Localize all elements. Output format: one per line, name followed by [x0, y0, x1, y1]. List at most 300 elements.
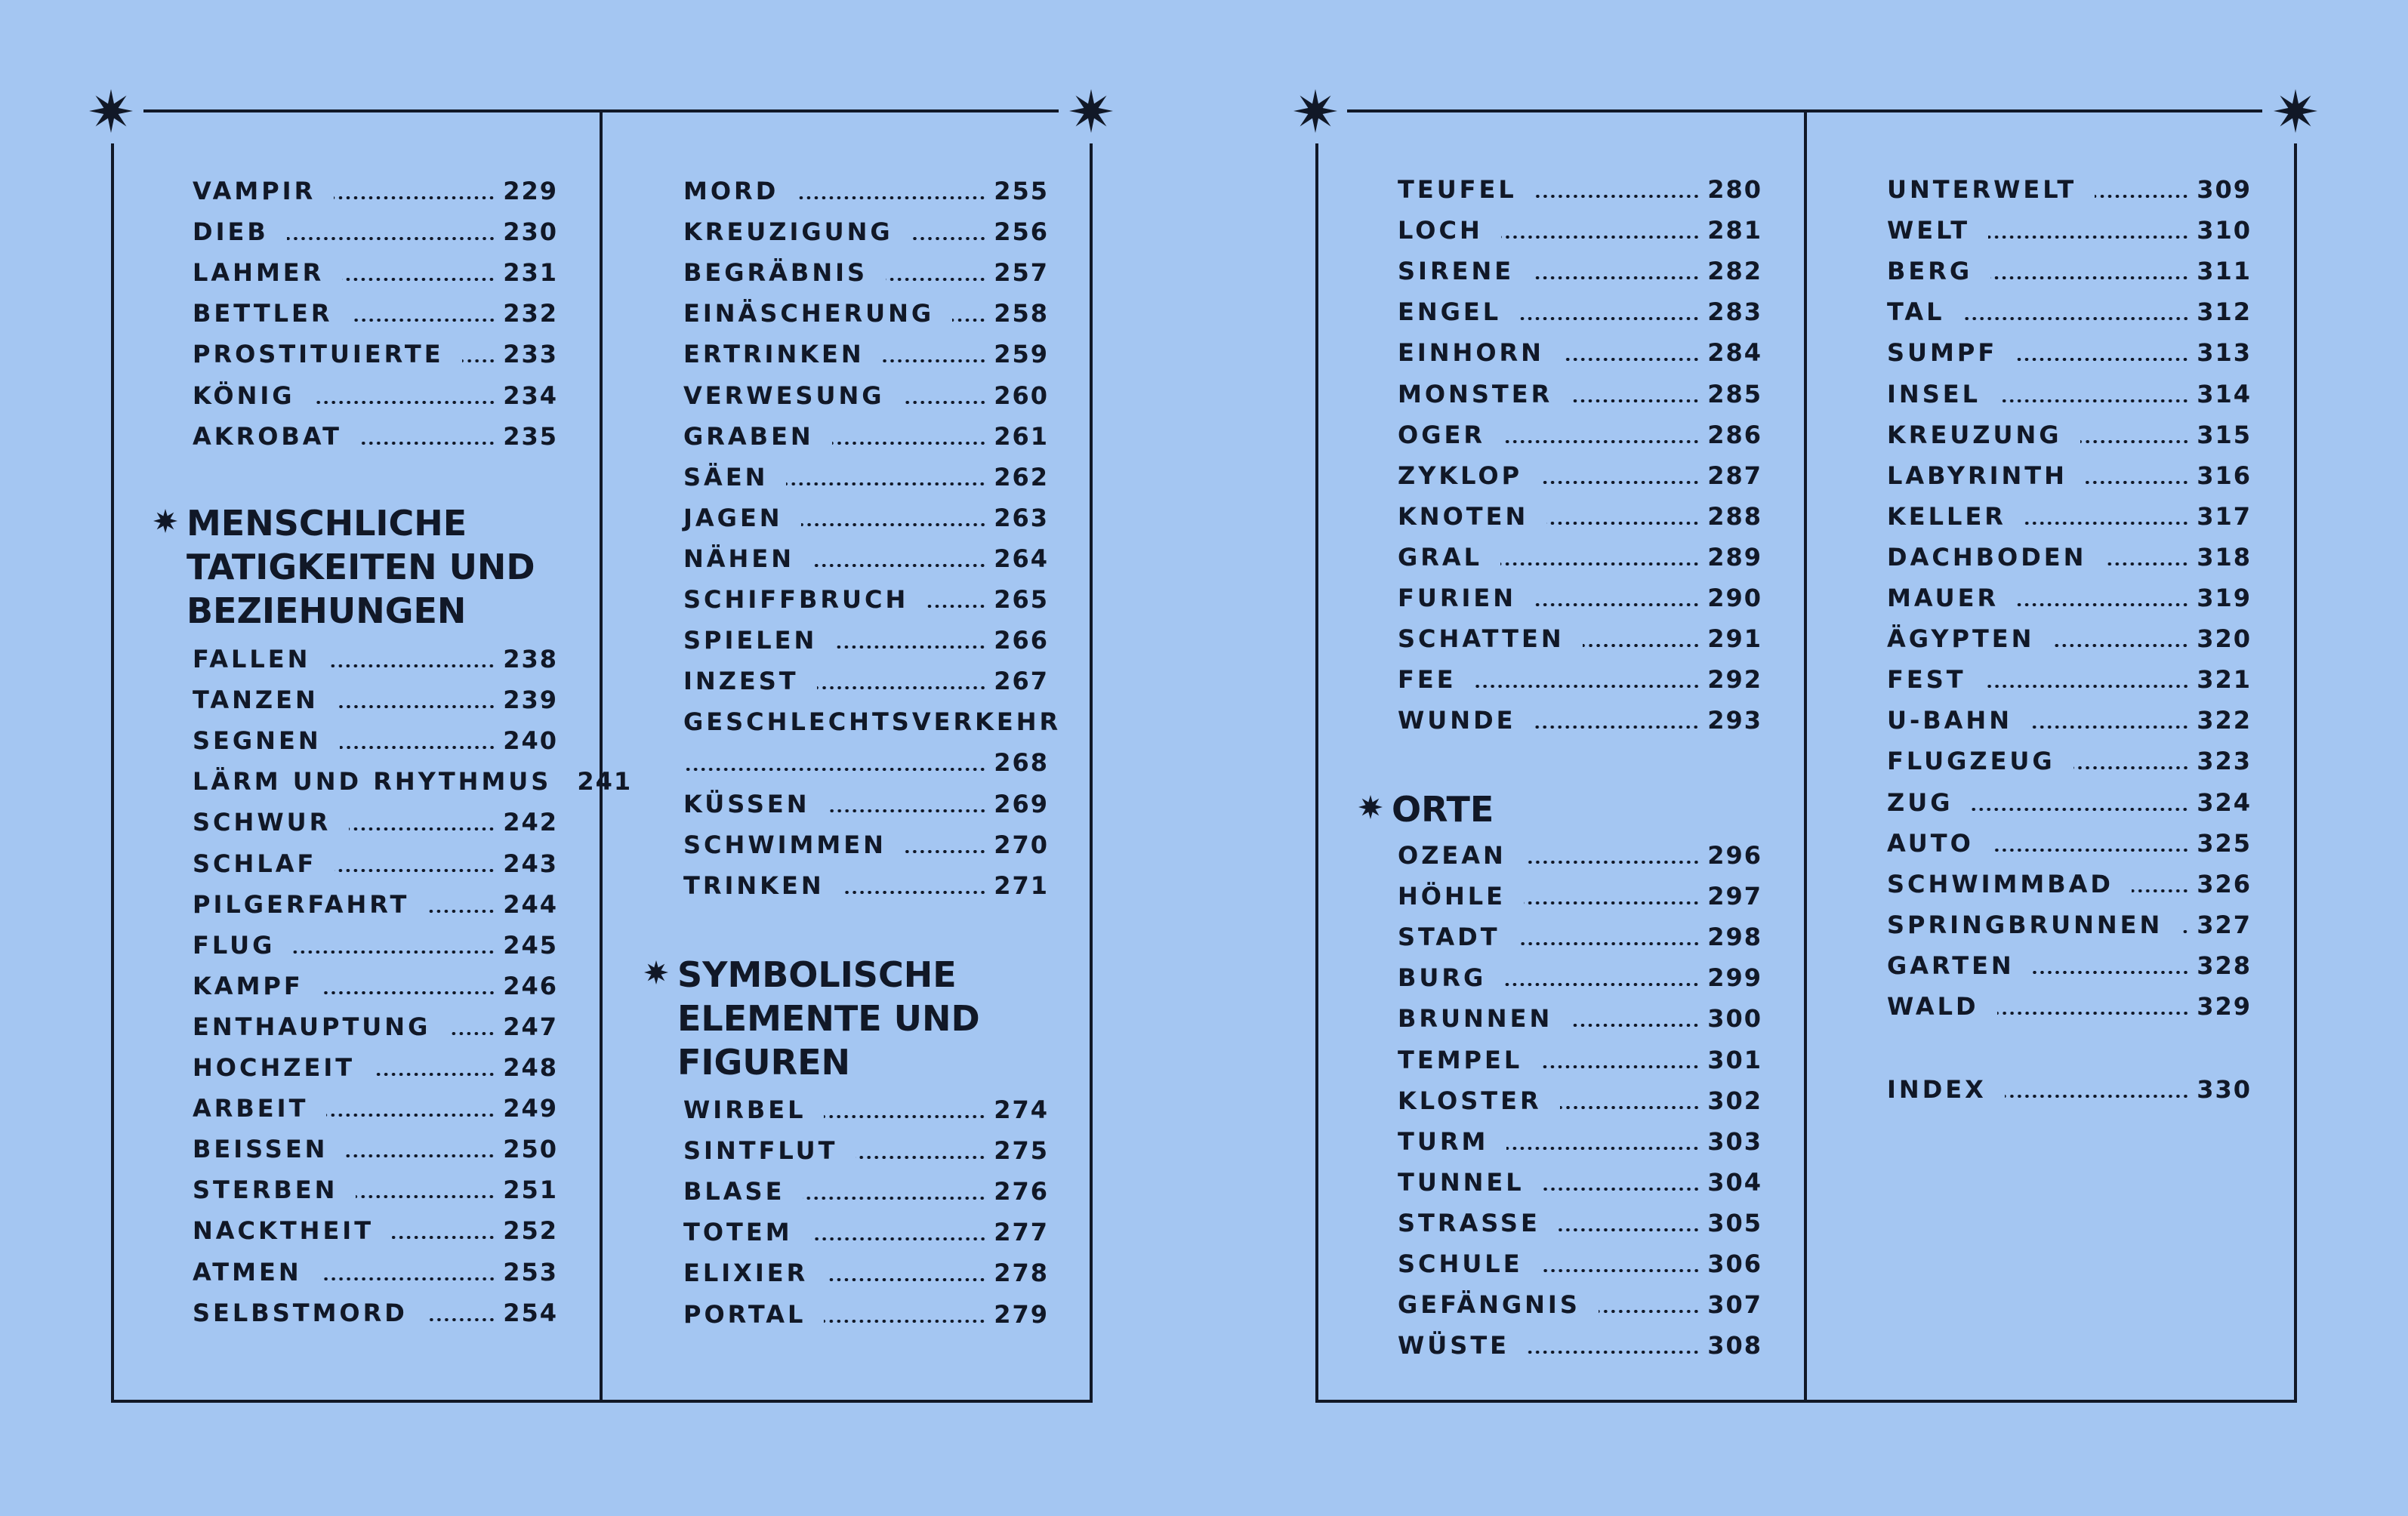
toc-entry	[683, 666, 1049, 696]
dot-leader	[1535, 195, 1700, 198]
dot-leader	[356, 1195, 495, 1198]
entry-title: WÜSTE	[1398, 1331, 1510, 1360]
toc-entry	[1887, 583, 2252, 613]
dot-leader	[326, 1114, 495, 1117]
dot-leader	[1990, 276, 2189, 279]
section-heading-line: SYMBOLISCHE	[677, 954, 957, 995]
dot-leader	[293, 951, 495, 954]
dot-leader	[1562, 358, 1700, 361]
toc-entry	[1887, 991, 2252, 1021]
dot-leader	[1992, 849, 2189, 852]
dot-leader	[2073, 766, 2190, 769]
toc-entry	[1398, 624, 1762, 654]
page-number: 243	[503, 849, 558, 878]
toc-entry	[193, 849, 558, 879]
entry-title: TURM	[1398, 1126, 1489, 1156]
page-number: 270	[994, 830, 1049, 859]
entry-title: GESCHLECHTSVERKEHR	[683, 707, 1062, 737]
page-number: 312	[2197, 297, 2252, 327]
page-number: 283	[1707, 297, 1762, 327]
entry-title: FEST	[1887, 665, 1966, 695]
dot-leader	[903, 401, 987, 404]
page-number: 304	[1707, 1167, 1762, 1197]
page-number: 266	[994, 626, 1049, 655]
entry-title: MORD	[683, 177, 779, 205]
dot-leader	[1984, 685, 2190, 688]
page-number: 262	[994, 462, 1049, 491]
page-number: 284	[1707, 338, 1762, 368]
toc-entry	[683, 1299, 1049, 1330]
page-number: 259	[994, 340, 1049, 369]
toc-entry	[193, 1298, 558, 1328]
entry-title: MAUER	[1887, 584, 1999, 612]
entry-title: SÄEN	[683, 462, 769, 491]
section-heading	[1392, 787, 1494, 831]
toc-entry	[193, 644, 558, 674]
dot-leader	[1524, 901, 1700, 904]
entry-title: BRUNNEN	[1398, 1004, 1553, 1034]
page-number: 292	[1707, 665, 1762, 695]
entry-title: STADT	[1398, 923, 1500, 952]
dot-leader	[342, 278, 495, 281]
dot-leader	[351, 319, 496, 322]
section-heading-line: BEZIEHUNGEN	[187, 590, 467, 631]
entry-title: KNOTEN	[1398, 501, 1529, 531]
toc-entry	[683, 381, 1049, 411]
entry-title: SCHWUR	[193, 808, 331, 837]
star-bullet-icon	[1358, 795, 1383, 819]
entry-title: LÄRM UND RHYTHMUS	[193, 767, 552, 797]
dot-leader	[427, 910, 495, 913]
dot-leader	[817, 686, 987, 689]
page-number: 278	[994, 1259, 1049, 1288]
toc-entry	[1398, 215, 1762, 245]
dot-leader	[683, 768, 986, 771]
page-number: 271	[994, 870, 1049, 900]
dot-leader	[826, 1278, 986, 1281]
entry-title: NACKTHEIT	[193, 1216, 375, 1246]
toc-entry	[1398, 337, 1762, 368]
page-number: 311	[2197, 257, 2252, 286]
page-number: 280	[1707, 175, 1762, 204]
entry-title: FLUG	[193, 930, 276, 960]
dot-leader	[905, 850, 986, 853]
page-number: 296	[1707, 841, 1762, 870]
entry-title: BETTLER	[193, 299, 333, 328]
star-ornament-icon	[1069, 89, 1113, 133]
page-number: 265	[994, 585, 1049, 614]
page-number: 308	[1707, 1331, 1762, 1360]
toc-entry	[1887, 297, 2252, 327]
entry-title: ÄGYPTEN	[1887, 624, 2035, 654]
toc-entry	[1887, 951, 2252, 981]
page-number: 318	[2197, 542, 2252, 572]
page-number: 249	[503, 1094, 558, 1123]
toc-entry	[193, 889, 558, 920]
entry-title: FURIEN	[1398, 584, 1517, 612]
toc-entry	[1398, 1249, 1762, 1279]
page-number: 328	[2197, 951, 2252, 980]
dot-leader	[1506, 1147, 1700, 1150]
dot-leader	[824, 1115, 986, 1118]
toc-entry	[683, 298, 1049, 328]
toc-entry	[1398, 420, 1762, 450]
toc-entry	[193, 421, 558, 451]
entry-title: BEISSEN	[193, 1135, 328, 1164]
left-border	[1315, 143, 1318, 1403]
entry-title: SPIELEN	[683, 626, 818, 655]
toc-entry	[193, 339, 558, 369]
page-number: 256	[994, 217, 1049, 247]
page-number: 281	[1707, 216, 1762, 245]
toc-entry	[1887, 501, 2252, 532]
dot-leader	[2132, 889, 2189, 892]
toc-entry	[1887, 624, 2252, 654]
toc-entry	[1887, 664, 2252, 695]
dot-leader	[856, 1156, 986, 1159]
toc-entry	[683, 421, 1049, 451]
toc-entry	[1398, 1045, 1762, 1075]
page-number: 235	[503, 421, 558, 451]
toc-entry	[1887, 215, 2252, 245]
dot-leader	[1519, 317, 1700, 320]
entry-title: DIEB	[193, 217, 269, 247]
entry-title: TAL	[1887, 297, 1945, 327]
entry-title: BERG	[1887, 257, 1973, 286]
star-ornament-icon	[2274, 89, 2317, 133]
dot-leader	[786, 482, 986, 485]
dot-leader	[1988, 236, 2189, 239]
dot-leader	[320, 1277, 496, 1280]
toc-entry	[193, 381, 558, 411]
page-number: 257	[994, 258, 1049, 288]
entry-title: ELIXIER	[683, 1259, 809, 1288]
entry-title: LAHMER	[193, 258, 325, 288]
toc-entry	[683, 584, 1049, 615]
toc-entry	[193, 971, 558, 1001]
entry-title: KÜSSEN	[683, 789, 810, 818]
entry-title: KÖNIG	[193, 381, 295, 410]
toc-entry	[683, 257, 1049, 288]
section-heading	[187, 501, 535, 633]
entry-title: VAMPIR	[193, 177, 316, 205]
star-ornament-icon	[89, 89, 133, 133]
toc-entry	[1398, 501, 1762, 532]
page-number: 303	[1707, 1126, 1762, 1156]
dot-leader	[449, 1032, 495, 1035]
page-number: 327	[2197, 910, 2252, 939]
dot-leader	[2024, 522, 2189, 525]
page-number: 244	[503, 889, 558, 919]
entry-title: WIRBEL	[683, 1095, 806, 1124]
toc-entry	[193, 1134, 558, 1164]
toc-entry	[193, 257, 558, 288]
entry-title: SCHULE	[1398, 1249, 1523, 1278]
entry-title: KELLER	[1887, 501, 2006, 531]
page-number: 305	[1707, 1208, 1762, 1237]
toc-entry	[1398, 1330, 1762, 1360]
dot-leader	[1532, 276, 1700, 279]
entry-title: GEFÄNGNIS	[1398, 1290, 1580, 1320]
toc-entry	[1887, 379, 2252, 409]
entry-title: BURG	[1398, 963, 1487, 993]
page-number: 268	[994, 748, 1049, 778]
page-number: 246	[503, 971, 558, 1000]
dot-leader	[340, 746, 496, 749]
toc-entry	[1398, 963, 1762, 993]
toc-entry	[683, 1095, 1049, 1125]
page-number: 320	[2197, 624, 2252, 654]
page-number: 322	[2197, 706, 2252, 735]
dot-leader	[1525, 861, 1700, 864]
toc-entry	[1398, 1208, 1762, 1238]
page-number: 310	[2197, 216, 2252, 245]
dot-leader	[1504, 983, 1700, 986]
entry-title: SUMPF	[1887, 338, 1998, 368]
dot-leader	[335, 869, 495, 872]
page-number: 286	[1707, 420, 1762, 449]
toc-entry	[1887, 461, 2252, 491]
page-number: 264	[994, 544, 1049, 573]
entry-title: U-BAHN	[1887, 706, 2012, 735]
toc-entry	[683, 176, 1049, 206]
dot-leader	[373, 1073, 495, 1076]
toc-entry	[1398, 256, 1762, 286]
page-number: 254	[503, 1298, 558, 1327]
dot-leader	[313, 401, 496, 404]
entry-title: SCHLAF	[193, 849, 317, 878]
page-number: 250	[503, 1135, 558, 1164]
entry-title: SEGNEN	[193, 726, 322, 756]
page-number: 285	[1707, 379, 1762, 408]
page-number: 248	[503, 1053, 558, 1082]
page-number: 279	[994, 1299, 1049, 1329]
section-heading	[677, 953, 980, 1084]
page-number: 253	[503, 1257, 558, 1286]
entry-title: EINHORN	[1398, 338, 1544, 368]
entry-title: AUTO	[1887, 828, 1974, 858]
dot-leader	[360, 442, 495, 445]
entry-title: ZYKLOP	[1398, 461, 1523, 490]
page-number: 324	[2197, 787, 2252, 817]
toc-entry	[193, 726, 558, 756]
toc-entry	[193, 807, 558, 837]
toc-entry	[1398, 1126, 1762, 1157]
dot-leader	[1503, 440, 1700, 443]
page-number: 276	[994, 1177, 1049, 1206]
toc-entry	[193, 930, 558, 960]
entry-title: SELBSTMORD	[193, 1298, 408, 1327]
page-number: 234	[503, 381, 558, 410]
entry-title: STERBEN	[193, 1176, 338, 1205]
right-border	[2294, 143, 2297, 1403]
page-number: 316	[2197, 461, 2252, 490]
dot-leader	[927, 605, 986, 608]
toc-entry	[1887, 910, 2252, 940]
entry-title: TRINKEN	[683, 870, 825, 900]
toc-entry	[1398, 461, 1762, 491]
page-number: 252	[503, 1216, 558, 1246]
entry-title: SIRENE	[1398, 257, 1515, 286]
dot-leader	[797, 196, 986, 199]
toc-entry	[1398, 379, 1762, 409]
dot-leader	[2181, 930, 2189, 933]
toc-entry	[1398, 922, 1762, 952]
entry-title: EINÄSCHERUNG	[683, 299, 935, 328]
entry-title: SCHWIMMBAD	[1887, 869, 2114, 898]
dot-leader	[832, 442, 987, 445]
toc-entry	[1887, 1074, 2252, 1105]
toc-entry-title-line	[683, 707, 1061, 737]
page-number: 291	[1707, 624, 1762, 654]
dot-leader	[1518, 942, 1700, 945]
dot-leader	[1560, 1106, 1700, 1109]
dot-leader	[811, 1237, 987, 1240]
dot-leader	[1599, 1310, 1700, 1313]
toc-entry	[1398, 1003, 1762, 1034]
toc-entry	[683, 1176, 1049, 1206]
entry-title: LABYRINTH	[1887, 461, 2067, 490]
entry-title: OZEAN	[1398, 841, 1506, 870]
dot-leader	[1475, 685, 1700, 688]
dot-leader	[812, 564, 986, 567]
entry-title: ARBEIT	[193, 1094, 309, 1123]
toc-entry	[193, 685, 558, 715]
entry-title: GRABEN	[683, 421, 814, 451]
page-number: 258	[994, 299, 1049, 328]
page-number: 240	[503, 726, 558, 756]
dot-leader	[801, 523, 987, 526]
page-number: 241	[577, 767, 633, 797]
dot-leader	[911, 237, 987, 240]
page-number: 329	[2197, 992, 2252, 1021]
toc-entry	[1398, 297, 1762, 327]
toc-entry	[1887, 420, 2252, 450]
page-number: 274	[994, 1095, 1049, 1124]
dot-leader	[1963, 317, 2190, 320]
page-number: 288	[1707, 501, 1762, 531]
dot-leader	[1546, 522, 1700, 525]
dot-leader	[337, 705, 495, 708]
toc-entry	[683, 503, 1049, 533]
toc-entry	[193, 1257, 558, 1287]
dot-leader	[1997, 1012, 2190, 1015]
dot-leader	[1500, 562, 1700, 565]
entry-title: OGER	[1398, 420, 1485, 449]
toc-entry	[1398, 583, 1762, 613]
column-divider	[600, 109, 603, 1403]
right-page	[1204, 0, 2408, 1516]
entry-title: ENTHAUPTUNG	[193, 1012, 431, 1041]
entry-title: WALD	[1887, 992, 1979, 1021]
dot-leader	[828, 809, 987, 812]
toc-entry	[683, 625, 1049, 655]
entry-title: KREUZIGUNG	[683, 217, 893, 247]
entry-title: BEGRÄBNIS	[683, 258, 868, 288]
dot-leader	[1534, 726, 1700, 729]
entry-title: ERTRINKEN	[683, 340, 865, 369]
entry-title: FALLEN	[193, 645, 311, 673]
dot-leader	[1501, 236, 1700, 239]
page-number: 245	[503, 930, 558, 960]
dot-leader	[322, 991, 495, 994]
entry-title: FEE	[1398, 665, 1457, 695]
dot-leader	[2030, 726, 2189, 729]
dot-leader	[334, 196, 495, 199]
dot-leader	[883, 359, 987, 362]
dot-leader	[952, 319, 986, 322]
dot-leader	[349, 827, 495, 830]
entry-title: JAGEN	[683, 503, 783, 532]
entry-title: HOCHZEIT	[193, 1053, 356, 1082]
entry-title: SCHATTEN	[1398, 624, 1565, 654]
dot-leader	[328, 664, 495, 667]
page-number: 282	[1707, 257, 1762, 286]
dot-leader	[2052, 644, 2189, 647]
page-number: 230	[503, 217, 558, 247]
entry-title: KAMPF	[193, 971, 304, 1000]
entry-title: TANZEN	[193, 686, 319, 715]
dot-leader	[1540, 481, 1700, 484]
entry-title: SCHIFFBRUCH	[683, 585, 909, 614]
toc-entry	[683, 217, 1049, 247]
page-number: 251	[503, 1176, 558, 1205]
entry-title: NÄHEN	[683, 544, 794, 573]
toc-entry	[683, 1258, 1049, 1288]
page-number: 326	[2197, 869, 2252, 898]
toc-entry	[683, 1135, 1049, 1166]
dot-leader	[886, 278, 986, 281]
page-number: 321	[2197, 665, 2252, 695]
toc-entry	[1887, 746, 2252, 776]
dot-leader	[2095, 195, 2189, 198]
entry-title: TEMPEL	[1398, 1045, 1523, 1074]
dot-leader	[1971, 808, 2189, 811]
page-number: 298	[1707, 923, 1762, 952]
toc-entry	[193, 1052, 558, 1083]
entry-title: ZUG	[1887, 787, 1953, 817]
page-number: 263	[994, 503, 1049, 532]
dot-leader	[1571, 399, 1700, 402]
toc-entry	[193, 217, 558, 247]
entry-title: LOCH	[1398, 216, 1483, 245]
page-number: 299	[1707, 963, 1762, 993]
dot-leader	[2005, 1095, 2189, 1098]
toc-entry	[193, 1012, 558, 1042]
page-number: 261	[994, 421, 1049, 451]
entry-title: PORTAL	[683, 1299, 806, 1329]
entry-title: STRASSE	[1398, 1208, 1540, 1237]
entry-title: PROSTITUIERTE	[193, 340, 444, 369]
entry-title: INZEST	[683, 667, 799, 696]
toc-entry	[683, 747, 1049, 778]
page-number: 260	[994, 381, 1049, 410]
toc-entry	[193, 1216, 558, 1246]
dot-leader	[2104, 562, 2189, 565]
section-heading-line: ELEMENTE UND	[677, 998, 980, 1039]
toc-entry	[683, 870, 1049, 901]
dot-leader	[803, 1197, 986, 1200]
page-number: 330	[2197, 1075, 2252, 1104]
entry-title: AKROBAT	[193, 421, 342, 451]
page-number: 317	[2197, 501, 2252, 531]
column-divider	[1804, 109, 1807, 1403]
dot-leader	[1528, 1351, 1700, 1354]
page-number: 231	[503, 258, 558, 288]
dot-leader	[346, 1154, 495, 1157]
toc-entry	[683, 830, 1049, 860]
star-bullet-icon	[153, 509, 177, 533]
